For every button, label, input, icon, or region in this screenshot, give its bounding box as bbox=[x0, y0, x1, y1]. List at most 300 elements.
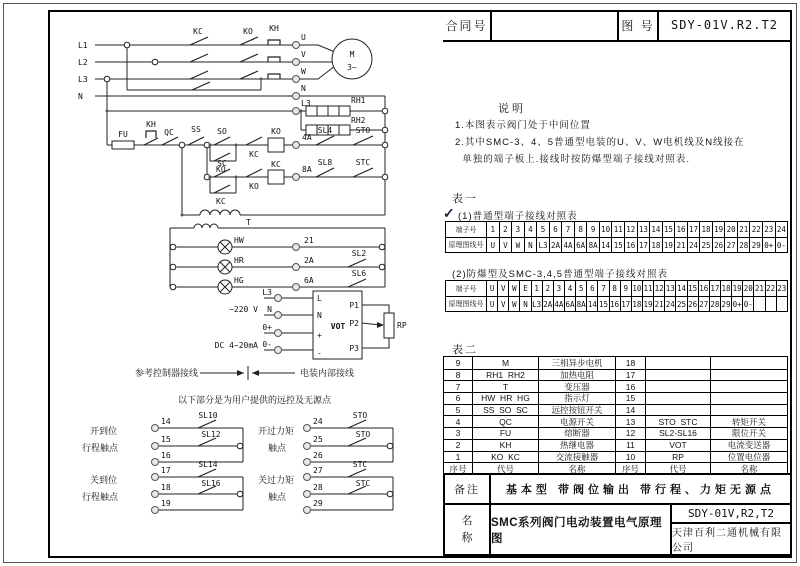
t2-value-cell: L3 bbox=[531, 297, 542, 311]
component-row bbox=[444, 392, 787, 404]
t1-value-cell: 6A bbox=[574, 238, 587, 252]
cell: 5 bbox=[455, 405, 461, 416]
label-27: 27 bbox=[313, 466, 323, 475]
contract-no-label: 合同号 bbox=[445, 18, 488, 33]
component-row bbox=[444, 369, 787, 381]
arrow-right-icon bbox=[237, 370, 244, 376]
t1-header-cell: 21 bbox=[737, 222, 750, 237]
cell: 代号 bbox=[472, 463, 538, 474]
t1-value-cell: 27 bbox=[724, 238, 737, 252]
remarks-label: 备注 bbox=[445, 475, 491, 503]
title-strip bbox=[443, 10, 790, 42]
t2-value-cell: 19 bbox=[642, 297, 653, 311]
label-26: 26 bbox=[313, 451, 323, 460]
label-l3: L3 bbox=[78, 75, 88, 84]
t2-header-cell: 6 bbox=[586, 281, 597, 296]
t2-value-cell: 6A bbox=[564, 297, 575, 311]
contract-no-value bbox=[490, 10, 617, 40]
t1-value-cell: U bbox=[486, 238, 499, 252]
t1-header-cell: 22 bbox=[749, 222, 762, 237]
t2-value-cell: 0+ bbox=[731, 297, 742, 311]
t1-value-cell: W bbox=[511, 238, 524, 252]
table1-sub2: (2)防爆型及SMC-3,4,5普通型端子接线对照表 bbox=[452, 269, 669, 280]
table2-title: 表二 bbox=[452, 344, 478, 356]
cell: QC bbox=[472, 416, 538, 427]
label-kh: KH bbox=[269, 24, 279, 33]
t1-header-cell: 3 bbox=[511, 222, 524, 237]
t2-header-cell: 13 bbox=[664, 281, 675, 296]
lamp-hg bbox=[218, 280, 232, 294]
t1-value-cell: 4A bbox=[561, 238, 574, 252]
t1-value-cell: 8A bbox=[586, 238, 599, 252]
drawing-no-value: SDY-01V.R2.T2 bbox=[657, 10, 790, 40]
t1-header-cell: 9 bbox=[586, 222, 599, 237]
t1-header-cell: 10 bbox=[599, 222, 612, 237]
label-kc-coil: KC bbox=[271, 160, 281, 169]
label-hg: HG bbox=[234, 276, 244, 285]
t2-value-cell: 16 bbox=[609, 297, 620, 311]
label-w: W bbox=[301, 67, 306, 76]
label-sl8: SL8 bbox=[317, 158, 333, 167]
terminal-table-normal bbox=[445, 221, 788, 253]
cell bbox=[645, 370, 710, 381]
schematic bbox=[48, 10, 443, 554]
t1-header-cell: 2 bbox=[499, 222, 512, 237]
label-open-limit-1: 开到位 bbox=[90, 426, 118, 436]
label-stc-contact-1: STC bbox=[352, 460, 368, 469]
cell: 指示灯 bbox=[538, 393, 615, 404]
label-ss: SS bbox=[191, 125, 201, 134]
label-l3-vot: L3 bbox=[262, 288, 272, 297]
t1-header-cell: 1 bbox=[486, 222, 499, 237]
cell: KO KC bbox=[472, 452, 538, 463]
t2-row-label: 原理图线号 bbox=[448, 301, 484, 308]
label-24: 24 bbox=[313, 417, 323, 426]
wiper-arrow-icon bbox=[377, 322, 384, 328]
cell: 加热电阻 bbox=[538, 370, 615, 381]
name-row bbox=[445, 505, 790, 554]
label-sto-contact-2: STO bbox=[355, 430, 371, 439]
t2-value-cell: 0- bbox=[742, 297, 753, 311]
t2-value-cell: 25 bbox=[675, 297, 686, 311]
label-6a: 6A bbox=[304, 276, 314, 285]
label-user-note: 以下部分是为用户提供的远控及无源点 bbox=[178, 395, 332, 405]
cell: 15 bbox=[615, 393, 645, 404]
component-row bbox=[444, 380, 787, 392]
cell bbox=[710, 393, 787, 404]
label-sl16: SL16 bbox=[201, 479, 221, 488]
t1-value-cell: L3 bbox=[536, 238, 549, 252]
t2-header-cell: 9 bbox=[620, 281, 631, 296]
rh1-resistor bbox=[306, 106, 350, 116]
t2-header-cell: 17 bbox=[709, 281, 720, 296]
t2-value-cell: 29 bbox=[720, 297, 731, 311]
label-kc: KC bbox=[193, 27, 203, 36]
cell: FU bbox=[472, 428, 538, 439]
label-stc-contact-2: STC bbox=[355, 479, 371, 488]
t2-value-cell bbox=[776, 297, 787, 311]
label-qc: QC bbox=[164, 128, 174, 137]
label-25: 25 bbox=[313, 435, 323, 444]
label-0minus: 0- bbox=[262, 340, 272, 349]
notes-title: 说明 bbox=[498, 103, 526, 115]
label-motor-phase: 3~ bbox=[347, 63, 357, 72]
terminal-table-explosionproof bbox=[445, 280, 788, 312]
cell bbox=[710, 381, 787, 392]
name-label-text: 名称 bbox=[461, 515, 473, 544]
label-rp: RP bbox=[397, 321, 407, 330]
cell: T bbox=[472, 381, 538, 392]
lamp-hw bbox=[218, 240, 232, 254]
cell: SS SO SC bbox=[472, 405, 538, 416]
cell: 6 bbox=[455, 393, 461, 404]
label-14: 14 bbox=[161, 417, 171, 426]
title-block bbox=[443, 473, 790, 556]
t2-header-label: 端子号 bbox=[455, 285, 477, 293]
label-v: V bbox=[301, 50, 306, 59]
t1-header-cell: 24 bbox=[775, 222, 788, 237]
table1-title: 表一 bbox=[452, 193, 478, 205]
label-2a: 2A bbox=[304, 256, 314, 265]
label-n-vot: N bbox=[267, 305, 272, 314]
component-row bbox=[444, 451, 787, 463]
t2-value-cell: 27 bbox=[698, 297, 709, 311]
label-sl10: SL10 bbox=[198, 411, 218, 420]
model-code: SDY-01V,R2,T2 bbox=[672, 505, 790, 524]
t1-value-cells bbox=[486, 238, 787, 252]
label-ko: KO bbox=[243, 27, 253, 36]
label-15: 15 bbox=[161, 435, 171, 444]
cell: 16 bbox=[615, 381, 645, 392]
label-transformer: T bbox=[246, 218, 251, 227]
cell bbox=[710, 357, 787, 369]
label-n: N bbox=[78, 92, 83, 101]
t2-header-cell: 23 bbox=[776, 281, 787, 296]
cell bbox=[710, 370, 787, 381]
component-row bbox=[444, 427, 787, 439]
t2-value-cell: U bbox=[486, 297, 497, 311]
t2-header-cell: 11 bbox=[642, 281, 653, 296]
check-mark: ✓ bbox=[443, 205, 455, 221]
t2-value-cell: V bbox=[497, 297, 508, 311]
kc-coil bbox=[268, 170, 284, 184]
label-ref-controller: 参考控制器接线 bbox=[134, 368, 198, 378]
t2-value-cell: N bbox=[519, 297, 530, 311]
cell: M bbox=[472, 357, 538, 369]
t1-value-cell: 28 bbox=[737, 238, 750, 252]
t2-header-cell: 12 bbox=[653, 281, 664, 296]
cell: RP bbox=[645, 452, 710, 463]
t1-value-cell: 14 bbox=[599, 238, 612, 252]
t1-value-cell: N bbox=[524, 238, 537, 252]
label-ko-coil: KO bbox=[271, 127, 281, 136]
component-row bbox=[444, 404, 787, 416]
t1-value-cell: 18 bbox=[649, 238, 662, 252]
label-stc: STC bbox=[355, 158, 371, 167]
t1-header-cell: 18 bbox=[699, 222, 712, 237]
cell: 11 bbox=[615, 440, 645, 451]
note-line-3: 单独的端子板上.接线时按防爆型端子接线对照表. bbox=[455, 154, 691, 165]
label-vot-l: L bbox=[317, 294, 322, 303]
t2-value-cell: 15 bbox=[597, 297, 608, 311]
t1-header-cell: 4 bbox=[524, 222, 537, 237]
cell: 电源开关 bbox=[538, 416, 615, 427]
label-n-term: N bbox=[301, 84, 306, 93]
t1-header-cell: 11 bbox=[611, 222, 624, 237]
cell: KH bbox=[472, 440, 538, 451]
label-close-limit-2: 行程触点 bbox=[82, 492, 119, 502]
cell: 远控按钮开关 bbox=[538, 405, 615, 416]
label-l2: L2 bbox=[78, 58, 88, 67]
t1-header-cell: 15 bbox=[662, 222, 675, 237]
cell: 代号 bbox=[645, 463, 710, 474]
t1-value-cell: V bbox=[499, 238, 512, 252]
t2-header-cell: 20 bbox=[742, 281, 753, 296]
label-vot-plus: + bbox=[317, 331, 322, 340]
component-row bbox=[444, 415, 787, 427]
t2-value-cells bbox=[486, 297, 787, 311]
label-220v: ~220 V bbox=[229, 305, 258, 314]
cell: 限位开关 bbox=[710, 428, 787, 439]
table1-sub1: (1)普通型端子接线对照表 bbox=[458, 211, 578, 222]
circuit-labels bbox=[78, 24, 407, 508]
label-open-torque-2: 触点 bbox=[268, 443, 287, 453]
cell: 7 bbox=[455, 381, 461, 392]
label-close-torque-1: 关过力矩 bbox=[258, 475, 295, 485]
t2-header-cell: 3 bbox=[553, 281, 564, 296]
cell: STO STC bbox=[645, 416, 710, 427]
label-p3: P3 bbox=[349, 344, 359, 353]
label-l3-term: L3 bbox=[301, 99, 311, 108]
t1-value-cell: 19 bbox=[662, 238, 675, 252]
t2-value-cell: 2A bbox=[542, 297, 553, 311]
cell: 三相异步电机 bbox=[538, 357, 615, 369]
t2-header-cell: 1 bbox=[531, 281, 542, 296]
cell: 名称 bbox=[710, 463, 787, 474]
t2-header-cell: 4 bbox=[564, 281, 575, 296]
cell: 转矩开关 bbox=[710, 416, 787, 427]
t2-header-cell: 2 bbox=[542, 281, 553, 296]
ko-coil bbox=[268, 138, 284, 152]
cell: HW HR HG bbox=[472, 393, 538, 404]
cell: SL2-SL16 bbox=[645, 428, 710, 439]
label-vot-minus: - bbox=[317, 349, 322, 358]
remarks-text: 基本型 带阀位输出 带行程、力矩无源点 bbox=[505, 484, 776, 496]
label-p1: P1 bbox=[349, 301, 359, 310]
label-close-limit-1: 关到位 bbox=[90, 475, 118, 485]
label-fu: FU bbox=[118, 130, 128, 139]
t2-header-cell: W bbox=[508, 281, 519, 296]
company-name: 天津百利二通机械有限公司 bbox=[672, 528, 782, 554]
t2-value-cell: 26 bbox=[687, 297, 698, 311]
label-sl12: SL12 bbox=[201, 430, 221, 439]
label-18: 18 bbox=[161, 483, 171, 492]
label-motor: M bbox=[349, 50, 355, 59]
label-u: U bbox=[301, 33, 306, 42]
cell bbox=[645, 381, 710, 392]
label-l1: L1 bbox=[78, 41, 88, 50]
t1-header-cell: 13 bbox=[637, 222, 650, 237]
t1-header-label: 端子号 bbox=[455, 226, 477, 234]
t1-header-cell: 8 bbox=[574, 222, 587, 237]
t2-value-cell bbox=[765, 297, 776, 311]
t2-header-cell: 5 bbox=[575, 281, 586, 296]
cell: 3 bbox=[455, 428, 461, 439]
cell bbox=[645, 393, 710, 404]
t2-value-cell: 24 bbox=[664, 297, 675, 311]
t2-value-cell: 4A bbox=[553, 297, 564, 311]
label-21: 21 bbox=[304, 236, 314, 245]
label-8a: 8A bbox=[302, 165, 312, 174]
label-sl6: SL6 bbox=[351, 269, 367, 278]
cell: 序号 bbox=[449, 463, 467, 474]
label-sto-contact-1: STO bbox=[352, 411, 368, 420]
t1-header-cell: 23 bbox=[762, 222, 775, 237]
label-vot: VOT bbox=[330, 322, 346, 331]
note-line-2: 2.其中SMC-3、4、5普通型电装的U、V、W电机线及N线接在 bbox=[455, 137, 745, 148]
t1-row-label: 原理图线号 bbox=[448, 242, 484, 249]
fuse-symbol bbox=[112, 141, 134, 149]
t1-header-cell: 17 bbox=[687, 222, 700, 237]
cell: 4 bbox=[455, 416, 461, 427]
t1-value-cell: 29 bbox=[749, 238, 762, 252]
cell: 变压器 bbox=[538, 381, 615, 392]
label-open-limit-2: 行程触点 bbox=[82, 443, 119, 453]
t1-header-cell: 7 bbox=[561, 222, 574, 237]
label-kc-parallel: KC bbox=[216, 197, 226, 206]
label-close-torque-2: 触点 bbox=[268, 492, 287, 502]
t2-header-cell: 8 bbox=[609, 281, 620, 296]
label-hr: HR bbox=[234, 256, 244, 265]
t1-value-cell: 0- bbox=[775, 238, 788, 252]
cell: 10 bbox=[615, 452, 645, 463]
t2-value-cell: 8A bbox=[575, 297, 586, 311]
label-19: 19 bbox=[161, 499, 171, 508]
cell: 8 bbox=[455, 370, 461, 381]
cell: 序号 bbox=[615, 463, 645, 474]
t2-header-cell: E bbox=[519, 281, 530, 296]
t2-header-cell: 21 bbox=[753, 281, 764, 296]
t2-header-cell: V bbox=[497, 281, 508, 296]
label-dc-420: DC 4~20mA bbox=[214, 341, 258, 350]
label-p2: P2 bbox=[349, 319, 359, 328]
t2-value-cell: 28 bbox=[709, 297, 720, 311]
cell: 14 bbox=[615, 405, 645, 416]
label-rh1: RH1 bbox=[351, 96, 366, 105]
t2-header-cell: U bbox=[486, 281, 497, 296]
t1-header-cell: 16 bbox=[674, 222, 687, 237]
lamp-hr bbox=[218, 260, 232, 274]
t1-header-cell: 20 bbox=[724, 222, 737, 237]
label-29: 29 bbox=[313, 499, 323, 508]
t1-header-cell: 14 bbox=[649, 222, 662, 237]
label-sc: SC bbox=[217, 159, 227, 168]
motor-symbol bbox=[332, 39, 372, 79]
t1-value-cell: 17 bbox=[637, 238, 650, 252]
cell: 9 bbox=[455, 357, 461, 368]
cell: 电流变送器 bbox=[710, 440, 787, 451]
t2-header-cells bbox=[486, 281, 787, 296]
label-open-torque-1: 开过力矩 bbox=[258, 426, 295, 436]
t1-header-cell: 6 bbox=[549, 222, 562, 237]
remarks-row bbox=[445, 475, 790, 505]
cell bbox=[645, 357, 710, 369]
cell: 位置电位器 bbox=[710, 452, 787, 463]
t2-value-cell: 14 bbox=[586, 297, 597, 311]
cell: 名称 bbox=[538, 463, 615, 474]
cell bbox=[710, 405, 787, 416]
label-0plus: 0+ bbox=[262, 323, 272, 332]
drawing-name: SMC系列阀门电动装置电气原理图 bbox=[491, 505, 672, 554]
cell: 1 bbox=[455, 451, 461, 462]
label-internal-wiring: 电装内部接线 bbox=[300, 368, 355, 378]
label-kc-series: KC bbox=[249, 150, 259, 159]
label-28: 28 bbox=[313, 483, 323, 492]
label-rh2: RH2 bbox=[351, 116, 366, 125]
label-so: SO bbox=[217, 127, 227, 136]
t1-value-cell: 15 bbox=[611, 238, 624, 252]
component-table bbox=[443, 356, 788, 475]
t2-header-cell: 18 bbox=[720, 281, 731, 296]
t1-header-cell: 5 bbox=[536, 222, 549, 237]
component-row bbox=[444, 357, 787, 369]
label-vot-n: N bbox=[317, 311, 322, 320]
t1-value-cell: 16 bbox=[624, 238, 637, 252]
cell: RH1 RH2 bbox=[472, 370, 538, 381]
t1-header-cell: 19 bbox=[712, 222, 725, 237]
label-4a: 4A bbox=[302, 133, 312, 142]
label-sl4: SL4 bbox=[317, 126, 333, 135]
t2-value-cell: W bbox=[508, 297, 519, 311]
label-sto: STO bbox=[355, 126, 371, 135]
t1-header-cells bbox=[486, 222, 787, 237]
t2-header-cell: 16 bbox=[698, 281, 709, 296]
t2-header-cell: 14 bbox=[675, 281, 686, 296]
t1-value-cell: 26 bbox=[712, 238, 725, 252]
note-line-1: 1.本图表示阀门处于中间位置 bbox=[455, 120, 591, 131]
name-label bbox=[445, 505, 491, 554]
cell bbox=[645, 405, 710, 416]
arrow-left-icon bbox=[252, 370, 259, 376]
t2-value-cell: 18 bbox=[631, 297, 642, 311]
label-kh2: KH bbox=[146, 120, 156, 129]
drawing-no-label: 图 号 bbox=[617, 10, 657, 40]
t1-value-cell: 0+ bbox=[762, 238, 775, 252]
cell: 交流接触器 bbox=[538, 452, 615, 463]
label-sl14: SL14 bbox=[198, 460, 218, 469]
cell: 12 bbox=[615, 428, 645, 439]
cell: VOT bbox=[645, 440, 710, 451]
cell: 18 bbox=[615, 357, 645, 369]
cell: 13 bbox=[615, 416, 645, 427]
cell: 熔断器 bbox=[538, 428, 615, 439]
label-ko-series: KO bbox=[249, 182, 259, 191]
t1-value-cell: 21 bbox=[674, 238, 687, 252]
t2-value-cell: 17 bbox=[620, 297, 631, 311]
rp-potentiometer bbox=[384, 313, 394, 338]
t2-value-cell bbox=[753, 297, 764, 311]
t2-value-cell: 21 bbox=[653, 297, 664, 311]
t1-value-cell: 2A bbox=[549, 238, 562, 252]
t2-header-cell: 10 bbox=[631, 281, 642, 296]
label-sl2: SL2 bbox=[351, 249, 367, 258]
t1-value-cell: 25 bbox=[699, 238, 712, 252]
cell: 热继电器 bbox=[538, 440, 615, 451]
label-hw: HW bbox=[234, 236, 244, 245]
label-16: 16 bbox=[161, 451, 171, 460]
t2-header-cell: 7 bbox=[597, 281, 608, 296]
t1-header-cell: 12 bbox=[624, 222, 637, 237]
